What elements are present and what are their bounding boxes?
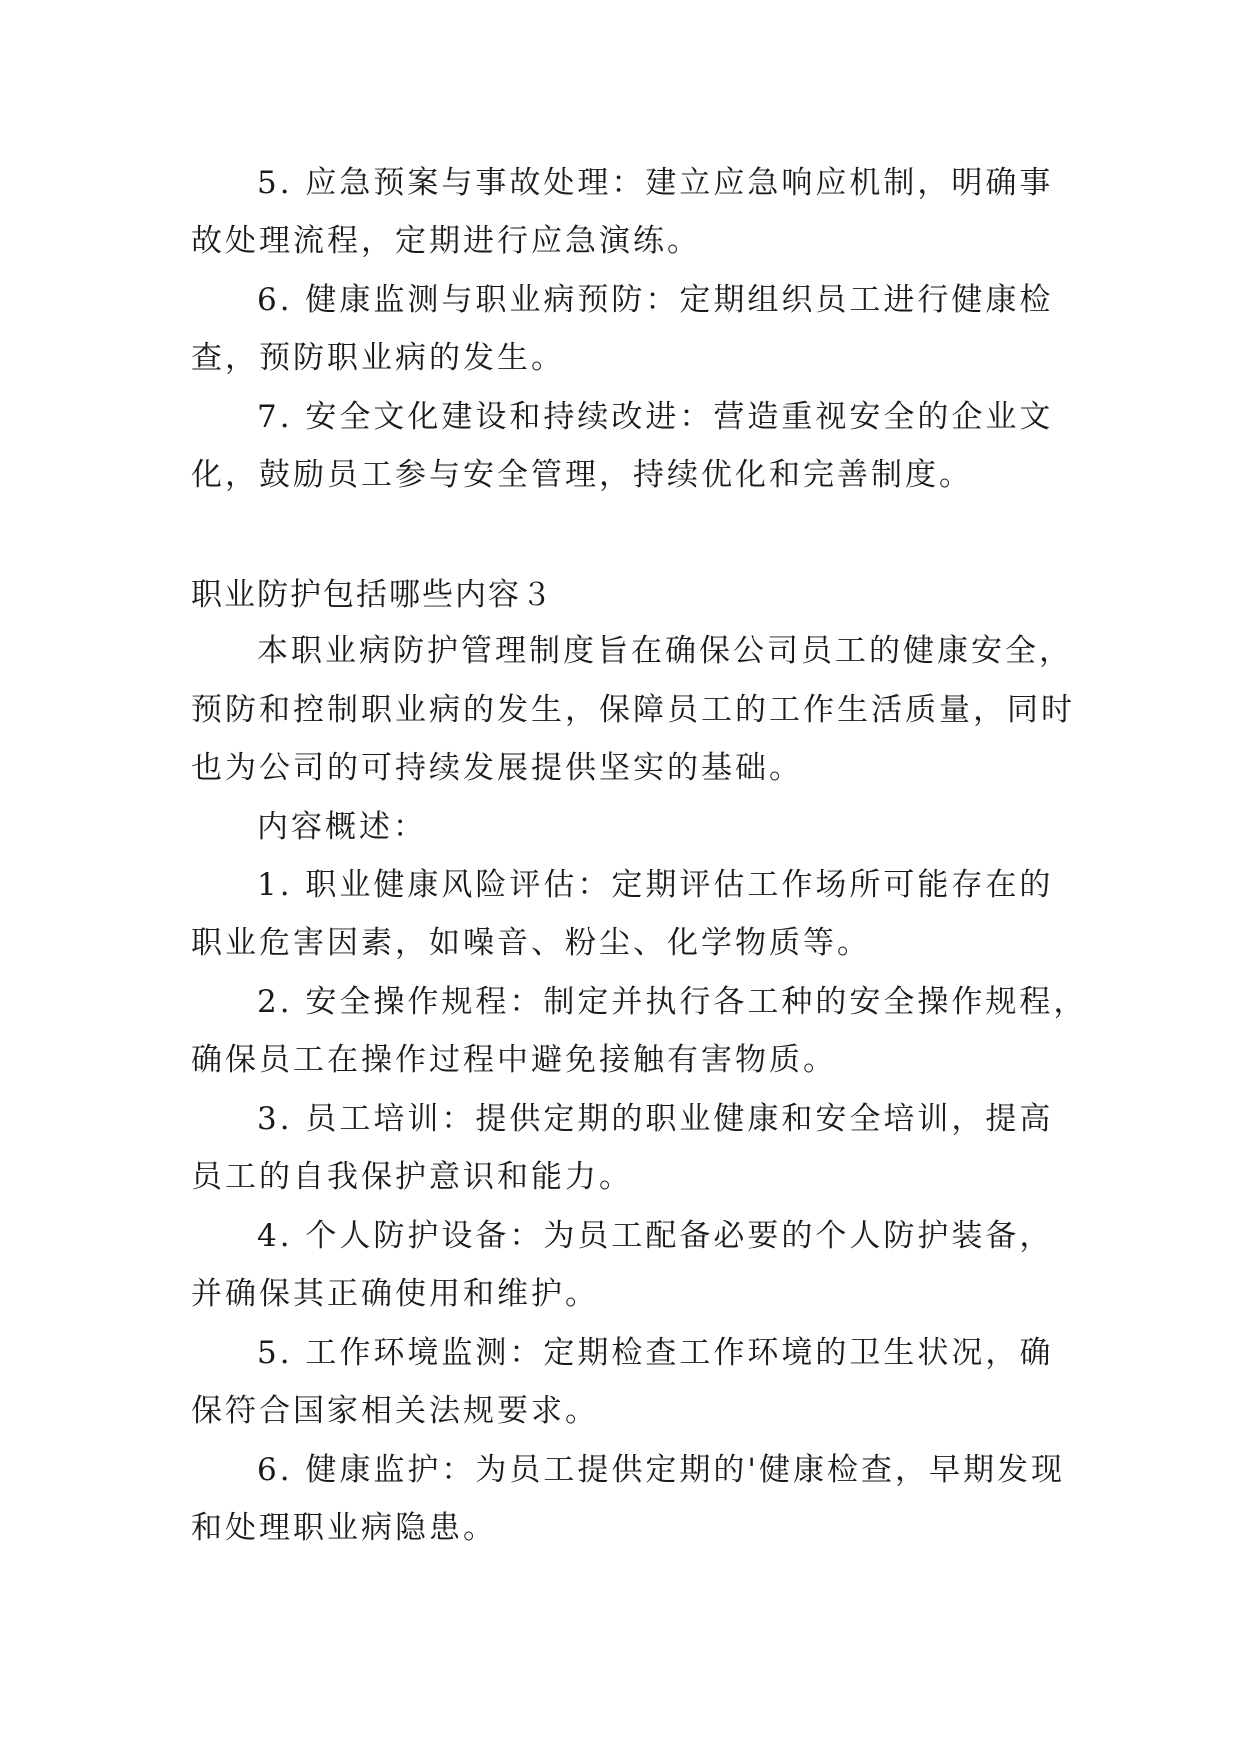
item-6-line2: 和处理职业病隐患。 [191, 1510, 497, 1546]
item-2-line2: 确保员工在操作过程中避免接触有害物质。 [191, 1042, 837, 1078]
top-item-7-line1: 7. 安全文化建设和持续改进：营造重视安全的企业文 [257, 399, 1054, 435]
item-5-line1: 5. 工作环境监测：定期检查工作环境的卫生状况，确 [257, 1335, 1054, 1371]
item-4-line1: 4. 个人防护设备：为员工配备必要的个人防护装备， [257, 1218, 1054, 1254]
intro-line2: 预防和控制职业病的发生，保障员工的工作生活质量，同时 [191, 692, 1075, 728]
item-5-line2: 保符合国家相关法规要求。 [191, 1393, 599, 1429]
item-3-line2: 员工的自我保护意识和能力。 [191, 1159, 633, 1195]
item-1-line1: 1. 职业健康风险评估：定期评估工作场所可能存在的 [257, 867, 1054, 903]
top-item-6-line1: 6. 健康监测与职业病预防：定期组织员工进行健康检 [257, 282, 1054, 318]
top-item-5-line2: 故处理流程，定期进行应急演练。 [191, 223, 701, 259]
overview-label: 内容概述： [257, 809, 427, 845]
item-1-line2: 职业危害因素，如噪音、粉尘、化学物质等。 [191, 925, 871, 961]
item-2-line1: 2. 安全操作规程：制定并执行各工种的安全操作规程， [257, 984, 1088, 1020]
top-item-7-line2: 化，鼓励员工参与安全管理，持续优化和完善制度。 [191, 457, 973, 493]
intro-line1: 本职业病防护管理制度旨在确保公司员工的健康安全， [257, 633, 1073, 669]
section-heading: 职业防护包括哪些内容３ [191, 577, 554, 613]
top-item-5-line1: 5. 应急预案与事故处理：建立应急响应机制，明确事 [257, 165, 1054, 201]
intro-line3: 也为公司的可持续发展提供坚实的基础。 [191, 750, 803, 786]
item-6-line1: 6. 健康监护：为员工提供定期的'健康检查，早期发现 [257, 1452, 1065, 1488]
item-4-line2: 并确保其正确使用和维护。 [191, 1276, 599, 1312]
item-3-line1: 3. 员工培训：提供定期的职业健康和安全培训，提高 [257, 1101, 1054, 1137]
top-item-6-line2: 查，预防职业病的发生。 [191, 340, 565, 376]
